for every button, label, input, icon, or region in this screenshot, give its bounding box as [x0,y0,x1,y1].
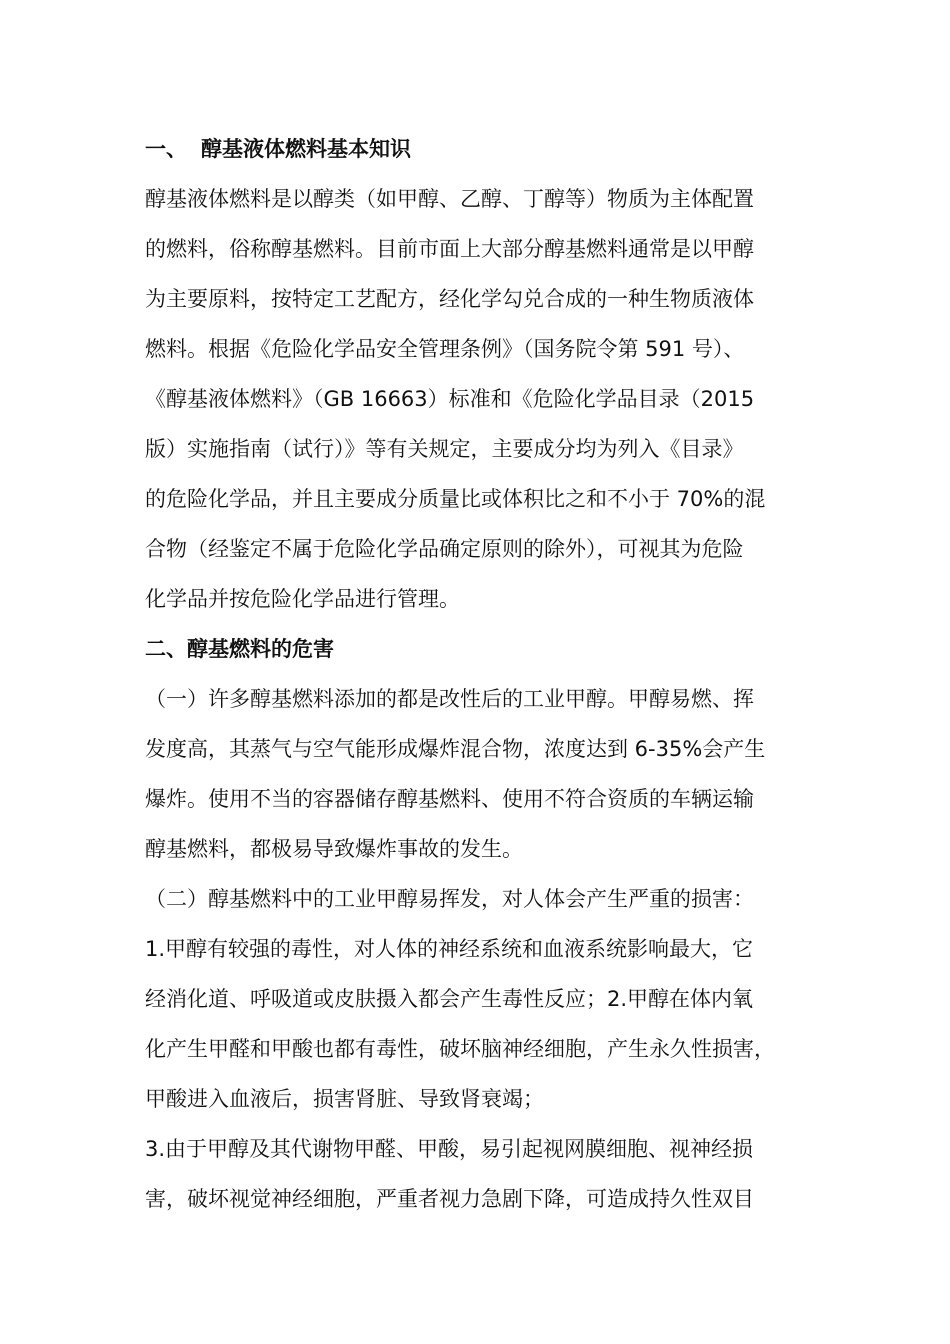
section-1-line: 化学品并按危险化学品进行管理。 [145,587,460,611]
section-1-line: 为主要原料，按特定工艺配方，经化学勾兑合成的一种生物质液体 [145,287,754,311]
section-2-line: 发度高，其蒸气与空气能形成爆炸混合物，浓度达到 6-35%会产生 [145,737,766,761]
section-1-line: 合物（经鉴定不属于危险化学品确定原则的除外），可视其为危险 [145,537,744,561]
section-1-line: 版）实施指南（试行）》等有关规定，主要成分均为列入《目录》 [145,437,744,461]
document-body [145,124,817,1224]
section-1-line: 的危险化学品，并且主要成分质量比或体积比之和不小于 70%的混 [145,487,766,511]
section-2-line: 化产生甲醛和甲酸也都有毒性，破坏脑神经细胞，产生永久性损害， [145,1037,775,1061]
section-2-line: 甲酸进入血液后，损害肾脏、导致肾衰竭； [145,1087,544,1111]
section-2-line: （二）醇基燃料中的工业甲醇易挥发，对人体会产生严重的损害： [145,887,754,911]
section-2-line: 醇基燃料，都极易导致爆炸事故的发生。 [145,837,523,861]
section-1-heading [145,124,817,174]
section-1-title: 醇基液体燃料基本知识 [201,137,411,161]
section-2-line: 3.由于甲醇及其代谢物甲醛、甲酸，易引起视网膜细胞、视神经损 [145,1137,754,1161]
section-1-number: 一、 [145,137,187,161]
section-1-line: 《醇基液体燃料》（GB 16663）标准和《危险化学品目录（2015 [145,387,755,411]
section-2-line: 害，破坏视觉神经细胞，严重者视力急剧下降，可造成持久性双目 [145,1187,754,1211]
section-1-line: 醇基液体燃料是以醇类（如甲醇、乙醇、丁醇等）物质为主体配置 [145,187,754,211]
section-2-line: 经消化道、呼吸道或皮肤摄入都会产生毒性反应；2.甲醇在体内氧 [145,987,754,1011]
section-2-line: 爆炸。使用不当的容器储存醇基燃料、使用不符合资质的车辆运输 [145,787,754,811]
section-1-line: 燃料。根据《危险化学品安全管理条例》（国务院令第 591 号）、 [145,337,745,361]
section-2-line: （一）许多醇基燃料添加的都是改性后的工业甲醇。甲醇易燃、挥 [145,687,754,711]
section-1-line: 的燃料，俗称醇基燃料。目前市面上大部分醇基燃料通常是以甲醇 [145,237,754,261]
section-2-heading: 二、醇基燃料的危害 [145,637,334,661]
section-2-line: 1.甲醇有较强的毒性，对人体的神经系统和血液系统影响最大，它 [145,937,754,961]
